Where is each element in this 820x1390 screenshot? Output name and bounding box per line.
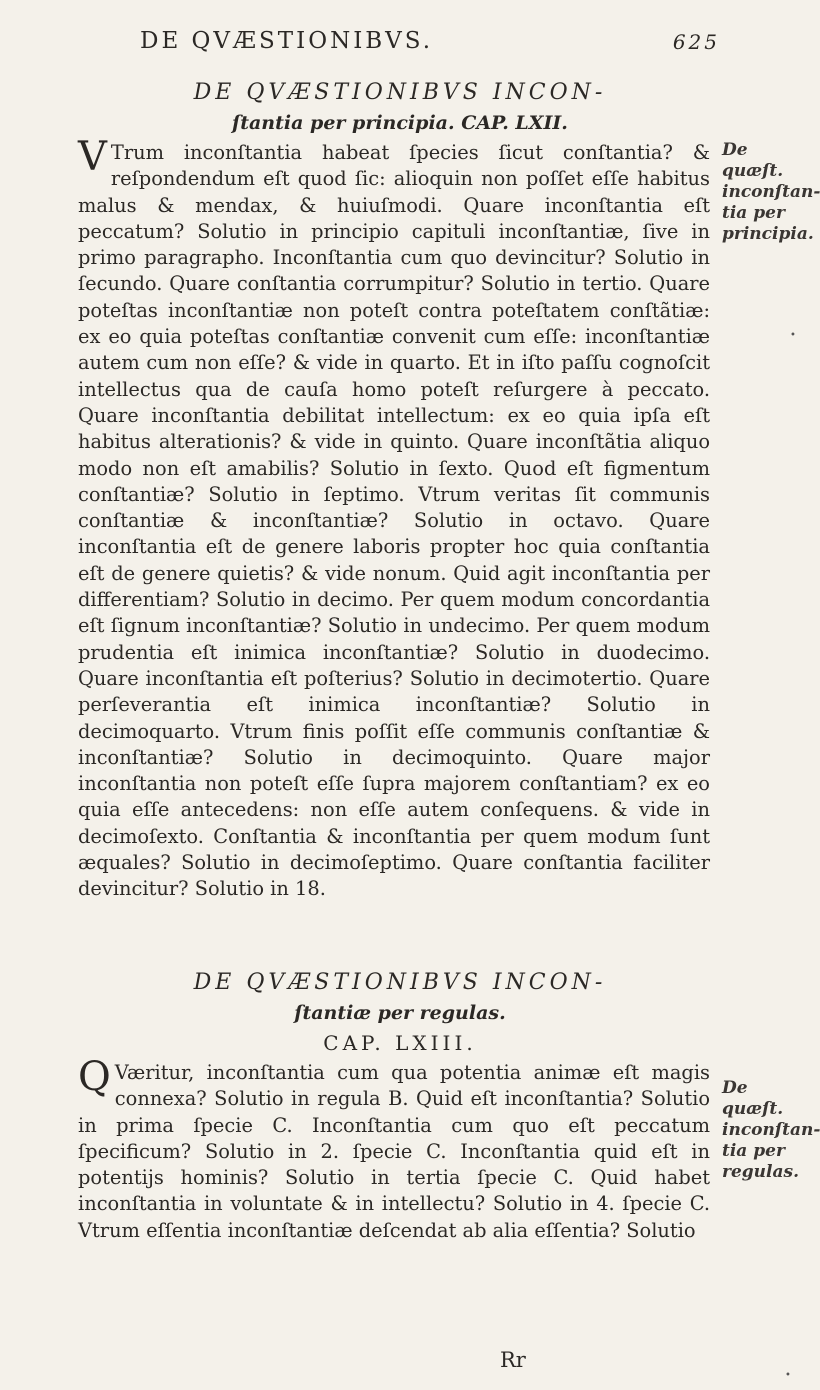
chapter-63-heading-line1: DE QVÆSTIONIBVS INCON- — [193, 970, 607, 995]
chapter-62-text: Trum inconſtantia habeat ſpecies ſicut conſtantia? & reſpondendum eſt quod ſic: alioquin non poſſet eſſe habitus malus & mendax, & huiuſmodi. Quare inconſtantia eſt peccatum? Solutio in principio capituli inconſtantiæ, ſive in primo paragrapho. Inconſtantia cum quo devincitur? Solutio in ſecundo. Quare conſtantia corrumpitur? Solutio in tertio. Quare poteſtas inconſtantiæ non poteſt contra poteſtatem conſtãtiæ: ex eo quia poteſtas conſtantiæ convenit cum eſſe: inconſtantiæ autem cum non eſſe? & vide in quarto. Et in iſto paſſu cognoſcit intellectus qua de cauſa homo poteſt reſurgere à peccato. Quare inconſtantia debilitat intellectum: ex eo quia ipſa eſt habitus alterationis? & vide in quinto. Quare inconſtãtia aliquo modo non eſt amabilis? Solutio in ſexto. Quod eſt figmentum conſtantiæ? Solutio in ſeptimo. Vtrum veritas ſit communis conſtantiæ & inconſtantiæ? Solutio in octavo. Quare inconſtantia eſt de genere laboris propter hoc quia conſtantia eſt de genere quietis? & vide nonum. Quid agit inconſtantia per differentiam? Solutio in decimo. Per quem modum concordantia eſt ſignum inconſtantiæ? Solutio in undecimo. Per quem modum prudentia eſt inimica inconſtantiæ? Solutio in duodecimo. Quare inconſtantia eſt poſterius? Solutio in decimotertio. Quare perſeverantia eſt inimica inconſtantiæ? Solutio in decimoquarto. Vtrum finis poſſit eſſe communis conſtantiæ & inconſtantiæ? Solutio in decimoquinto. Quare major inconſtantia non poteſt eſſe ſupra majorem conſtantiam? ex eo quia eſſe antecedens: non eſſe autem conſequens. & vide in decimoſexto. Conſtantia & inconſtantia per quem modum ſunt æquales? Solutio in decimoſeptimo. Quare conſtantia faciliter devincitur? Solutio in 18. — [78, 141, 710, 901]
chapter-62-dropcap: V — [78, 134, 107, 180]
running-head-title: DE QVÆSTIONIBVS. — [140, 28, 434, 54]
chapter-62-heading-line2: ſtantia per principia. CAP. LXII. — [232, 112, 568, 134]
chapter-63-heading — [95, 968, 705, 1058]
chapter-63-margin-note: De quæſt. inconſtan-tia per regulas. — [722, 1078, 820, 1182]
chapter-63-dropcap: Q — [78, 1054, 111, 1100]
ink-speck: • — [785, 1370, 791, 1381]
chapter-63-body — [78, 1054, 710, 1244]
ink-speck: • — [790, 330, 796, 341]
page-number: 625 — [672, 30, 720, 54]
signature-mark: Rr — [500, 1348, 526, 1372]
chapter-62-margin-note: De quæſt. inconſtan-tia per principia. — [722, 140, 820, 244]
chapter-63-heading-line2: ſtantiæ per regulas. — [294, 1002, 506, 1024]
chapter-62-heading — [95, 78, 705, 138]
chapter-62-heading-line1: DE QVÆSTIONIBVS INCON- — [193, 80, 607, 105]
chapter-62-body — [78, 134, 710, 903]
chapter-63-heading-line3: CAP. LXIII. — [323, 1031, 477, 1055]
chapter-63-text: Væritur, inconſtantia cum qua potentia animæ eſt magis connexa? Solutio in regula B. Quid eſt inconſtantia? Solutio in prima ſpecie C. Inconſtantia cum quo eſt peccatum ſpecificum? Solutio in 2. ſpecie C. Inconſtantia quid eſt in potentijs hominis? Solutio in tertia ſpecie C. Quid habet inconſtantia in voluntate & in intellectu? Solutio in 4. ſpecie C. Vtrum eſſentia inconſtantiæ deſcendat ab alia eſſentia? Solutio — [78, 1061, 710, 1242]
